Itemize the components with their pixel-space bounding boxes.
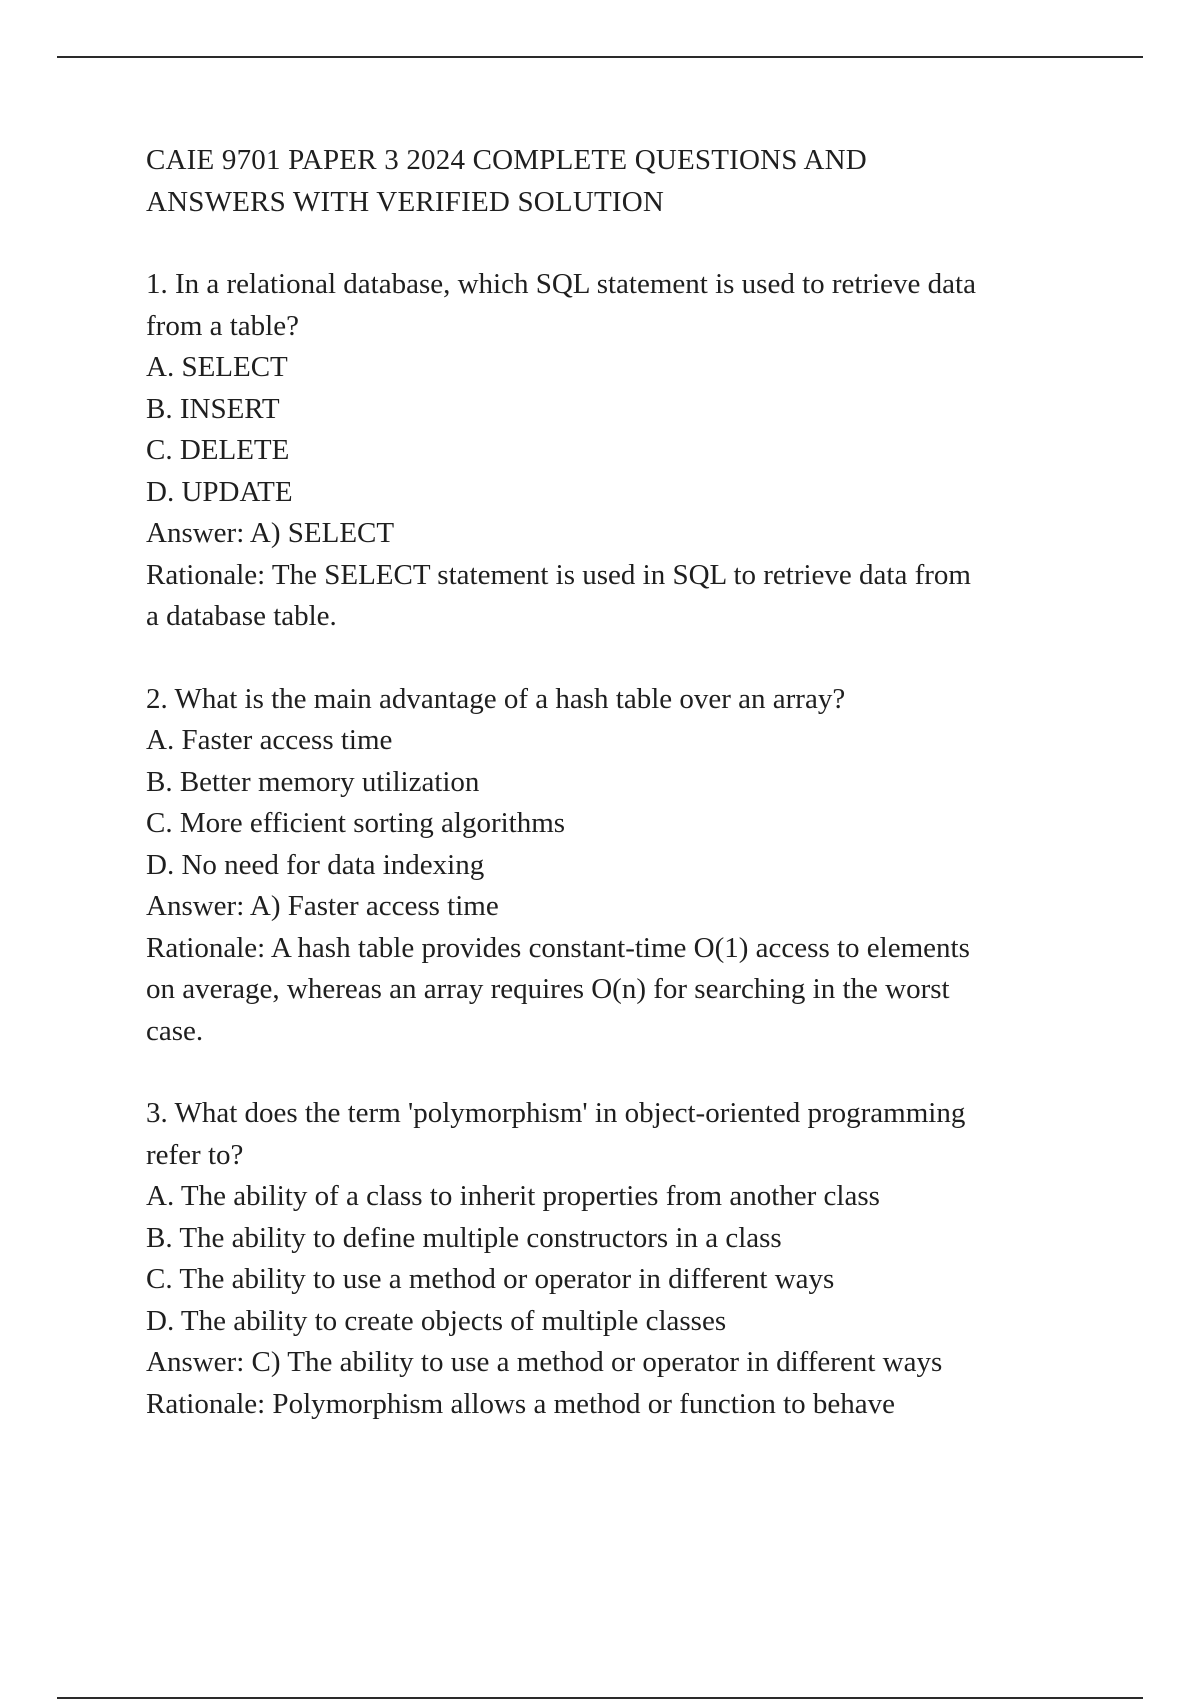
- answer: Answer: C) The ability to use a method or operator in different ways: [146, 1346, 943, 1378]
- option-a: A. The ability of a class to inherit properties from another class: [146, 1180, 880, 1212]
- top-divider: [57, 56, 1143, 58]
- bottom-divider: [57, 1697, 1143, 1699]
- option-a: A. Faster access time: [146, 724, 393, 756]
- rationale: Rationale: A hash table provides constant-time O(1) access to elements: [146, 931, 970, 964]
- document-body: [146, 140, 1106, 1425]
- option-b: B. Better memory utilization: [146, 765, 480, 798]
- option-c: C. The ability to use a method or operator in different ways: [146, 1263, 835, 1295]
- answer: Answer: A) SELECT: [146, 517, 395, 549]
- option-b: B. The ability to define multiple constructors in a class: [146, 1221, 782, 1254]
- title-line: ANSWERS WITH VERIFIED SOLUTION: [146, 185, 665, 218]
- question-2: [146, 679, 1106, 1053]
- answer: Answer: A) Faster access time: [146, 890, 499, 922]
- question-3: [146, 1093, 1106, 1425]
- option-d: D. UPDATE: [146, 475, 293, 508]
- question-1: [146, 264, 1106, 638]
- rationale: a database table.: [146, 600, 337, 632]
- option-b: B. INSERT: [146, 392, 280, 425]
- option-d: D. The ability to create objects of multiple classes: [146, 1304, 727, 1337]
- option-c: C. More efficient sorting algorithms: [146, 807, 566, 839]
- question-stem: 3. What does the term 'polymorphism' in object-oriented programming: [146, 1097, 966, 1129]
- rationale: case.: [146, 1014, 204, 1047]
- option-a: A. SELECT: [146, 351, 288, 383]
- rationale: Rationale: Polymorphism allows a method or function to behave: [146, 1387, 896, 1420]
- question-stem: 1. In a relational database, which SQL statement is used to retrieve data: [146, 268, 976, 300]
- document-title: [146, 140, 1106, 223]
- question-stem: refer to?: [146, 1138, 244, 1171]
- rationale: on average, whereas an array requires O(n) for searching in the worst: [146, 973, 950, 1005]
- option-d: D. No need for data indexing: [146, 848, 485, 881]
- title-line: CAIE 9701 PAPER 3 2024 COMPLETE QUESTIONS AND: [146, 144, 867, 176]
- option-c: C. DELETE: [146, 434, 290, 466]
- question-stem: from a table?: [146, 309, 299, 342]
- question-stem: 2. What is the main advantage of a hash table over an array?: [146, 682, 846, 715]
- rationale: Rationale: The SELECT statement is used in SQL to retrieve data from: [146, 558, 971, 591]
